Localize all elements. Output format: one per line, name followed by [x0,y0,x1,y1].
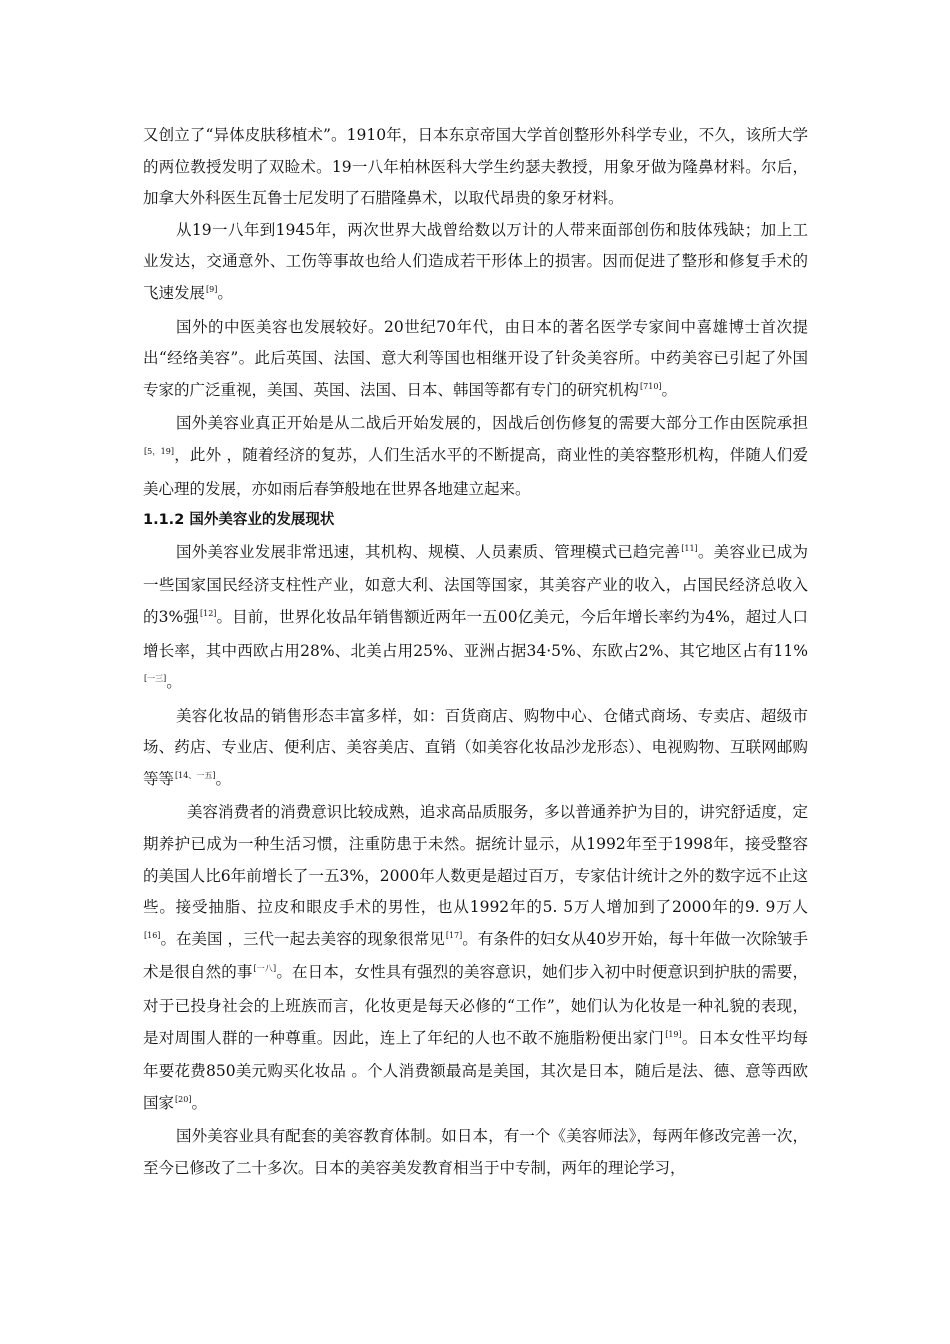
citation-reference: [12] [199,608,217,618]
citation-reference: [710] [640,381,662,391]
text-run: 。在美国 ，三代一起去美容的现象很常见 [160,929,445,948]
text-run: 国外美容业具有配套的美容教育体制。如日本，有一个《美容师法》，每两年修改完善一次，至今已修改了二十多次。日本的美容美发教育相当于中专制，两年的理论学习， [143,1127,808,1177]
text-run: 。在日本，女性具有强烈的美容意识，她们步入初中时便意识到护肤的需要，对于已投身社会的上班族而言，化妆更是每天必修的“工作”，她们认为化妆是一种礼貌的表现，是对周围人群的一种尊重。因此，连上了年纪的人也不敢不施脂粉便出家门 [143,963,808,1047]
body-text-after-heading [143,537,808,1185]
paragraph-p4 [143,537,808,701]
citation-reference: [一八] [253,964,277,974]
text-run: 。 [661,380,678,399]
citation-reference: [11] [681,543,698,553]
citation-reference: [16] [144,930,161,940]
text-run: 。美容业已成为一些国家国民经济支柱性产业，如意大利、法国等国家，其美容产业的收入，占国民经济总收入的3%强 [143,542,808,626]
document-page [143,120,808,1185]
text-run: 。日本女性平均每年要花费850美元购买化妆品 。个人消费额最高是美国，其次是日本，随后是法、德、意等西欧国家 [143,1028,808,1112]
citation-reference: [9] [206,284,218,294]
text-run: 从19一八年到1945年，两次世界大战曾给数以万计的人带来面部创伤和肢体残缺；加上工业发达，交通意外、工伤等事故也给人们造成若干形体上的损害。因而促进了整形和修复手术的飞速发展 [143,220,808,302]
text-run: 。有条件的妇女从40岁开始，每十年做一次除皱手术是很自然的事 [143,929,808,982]
paragraph-p3 [143,408,808,505]
text-run: 。 [217,283,233,302]
text-run: ，此外 ，随着经济的复苏，人们生活水平的不断提高，商业性的美容整形机构，伴随人们爱美心理的发展，亦如雨后春笋般地在世界各地建立起来。 [143,445,809,498]
text-run: 国外的中医美容也发展较好。20世纪70年代，由日本的著名医学专家间中喜雄博士首次提出“经络美容”。此后英国、法国、意大利等国也相继开设了针灸美容所。中药美容已引起了外国专家的广泛重视，美国、英国、法国、日本、韩国等都有专门的研究机构 [143,317,808,399]
body-text-before-heading [143,120,808,505]
citation-reference: [14、一五] [175,770,216,780]
text-run: 美容消费者的消费意识比较成熟，追求高品质服务，多以普通养护为目的，讲究舒适度，定期养护已成为一种生活习惯，注重防患于未然。据统计显示，从1992年至于1998年，接受整容的美国人比6年前增长了一五3%，2000年人数更是超过百万，专家估计统计之外的数字远不止这些。接受抽脂、拉皮和眼皮手术的男性，也从1992年的5. 5万人增加到了2000年的9. 9万人 [143,803,808,917]
text-run: 。目前，世界化妆品年销售额近两年一五00亿美元，今后年增长率约为4%，超过人口增长率，其中西欧占用28%、北美占用25%、亚洲占据34·5%、东欧占2%、其它地区占有11% [143,607,808,660]
paragraph-p2 [143,312,808,409]
section-heading: 1.1.2 国外美容业的发展现状 [143,512,335,529]
citation-reference: [19] [665,1029,682,1039]
text-run: 国外美容业发展非常迅速，其机构、规模、人员素质、管理模式已趋完善 [176,542,681,561]
text-run: 。 [166,673,182,692]
paragraph-p0 [143,120,808,215]
citation-reference: [20] [175,1094,192,1104]
text-run: 又创立了“异体皮肤移植术”。1910年，日本东京帝国大学首创整形外科学专业，不久，该所大学的两位教授发明了双睑术。19一八年柏林医科大学生约瑟夫教授，用象牙做为隆鼻材料。尔后，加拿大外科医生瓦鲁士尼发明了石腊隆鼻术，以取代昂贵的象牙材料。 [143,126,808,208]
text-run: 国外美容业真正开始是从二战后开始发展的，因战后创伤修复的需要大部分工作由医院承担 [176,414,808,433]
text-run: 美容化妆品的销售形态丰富多样，如：百货商店、购物中心、仓储式商场、专卖店、超级市场、药店、专业店、便利店、美容美店、直销（如美容化妆品沙龙形态）、电视购物、互联网邮购等等 [143,706,808,788]
citation-reference: [一三] [144,674,167,684]
citation-reference: [17] [445,930,463,940]
paragraph-p5 [143,701,808,798]
citation-reference: [5，19] [144,446,174,456]
paragraph-p7 [143,1121,808,1184]
text-run: 。 [215,769,231,788]
paragraph-p1 [143,215,808,312]
text-run: 。 [191,1093,207,1112]
paragraph-p6 [143,797,808,1121]
